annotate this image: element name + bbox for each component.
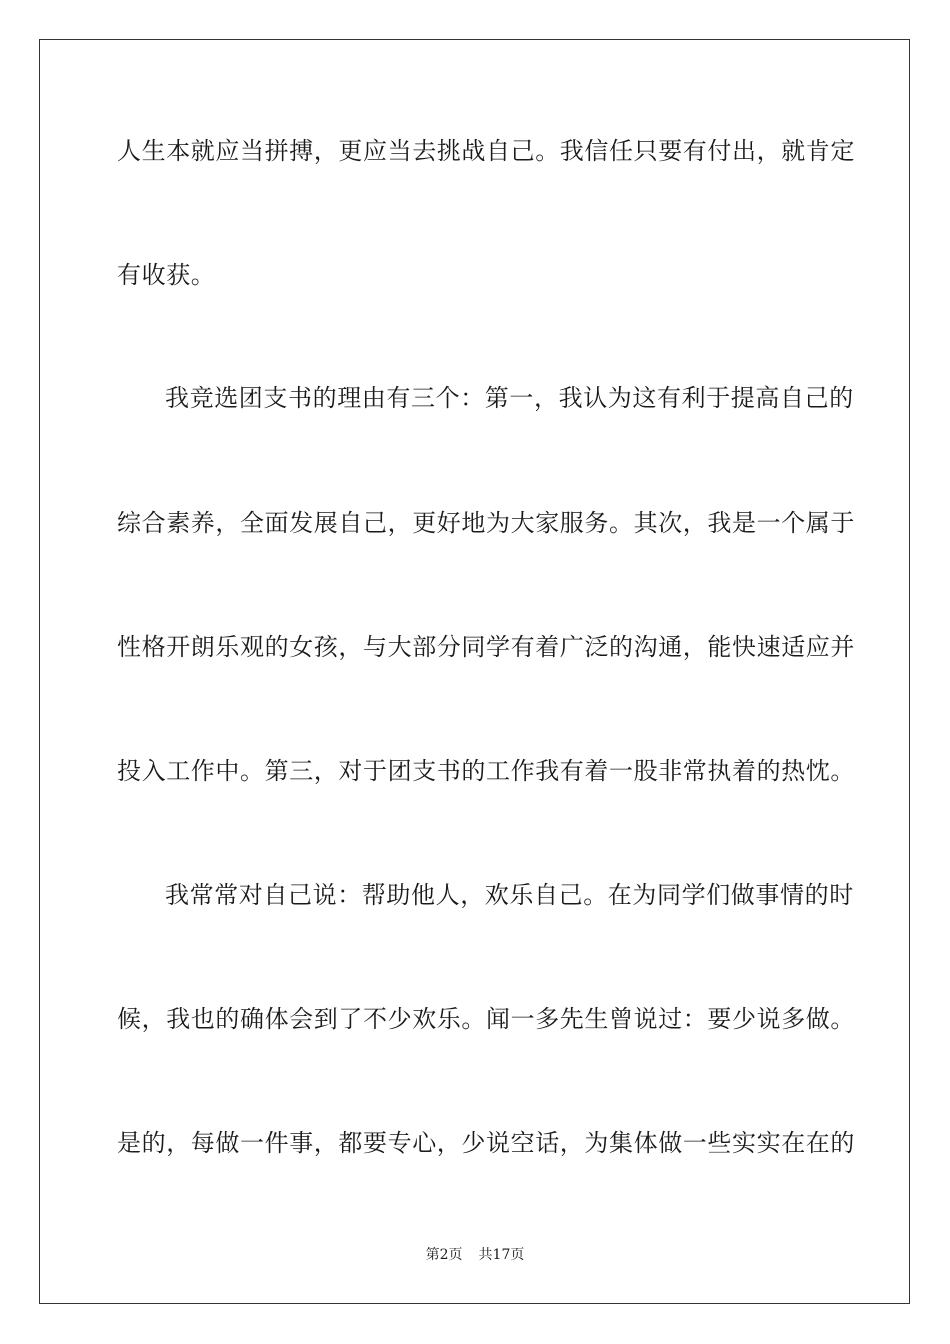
page-frame — [39, 39, 910, 1304]
text-line-4: 综合素养，全面发展自己，更好地为大家服务。其次，我是一个属于 — [117, 509, 855, 537]
text-line-8: 候，我也的确体会到了不少欢乐。闻一多先生曾说过：要少说多做。 — [117, 1005, 855, 1033]
page-number-current: 第2页 — [425, 1247, 463, 1263]
text-line-5: 性格开朗乐观的女孩，与大部分同学有着广泛的沟通，能快速适应并 — [117, 633, 855, 661]
text-line-9: 是的，每做一件事，都要专心，少说空话，为集体做一些实实在在的 — [117, 1129, 855, 1157]
text-line-1: 人生本就应当拼搏，更应当去挑战自己。我信任只要有付出，就肯定 — [117, 137, 855, 165]
text-line-2: 有收获。 — [117, 261, 216, 289]
text-line-7: 我常常对自己说：帮助他人，欢乐自己。在为同学们做事情的时 — [165, 881, 854, 909]
text-line-6: 投入工作中。第三，对于团支书的工作我有着一股非常执着的热忱。 — [117, 757, 855, 785]
page-number-total: 共17页 — [478, 1247, 525, 1263]
text-line-3: 我竞选团支书的理由有三个：第一，我认为这有利于提高自己的 — [165, 384, 854, 412]
page-footer — [0, 1245, 950, 1265]
